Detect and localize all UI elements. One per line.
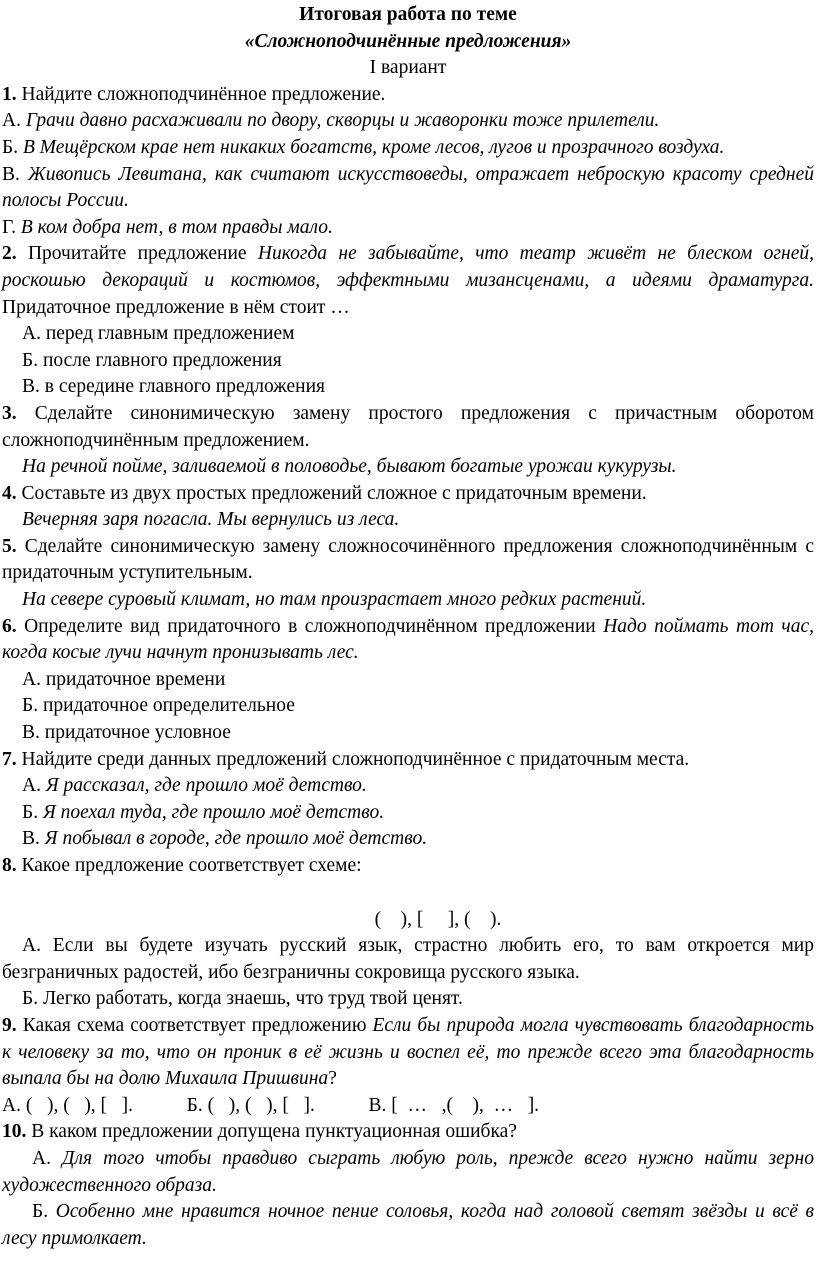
question-6 — [2, 614, 814, 667]
q2-option-b: Б. после главного предложения — [22, 349, 282, 371]
question-text: Составьте из двух простых предложений сложное с придаточным времени. — [16, 482, 647, 504]
question-text: Какая схема соответствует предложению — [16, 1014, 373, 1036]
option-label: Б. — [2, 136, 23, 158]
option-label: А. — [2, 110, 26, 132]
variant-label: I вариант — [369, 57, 447, 79]
question-end: ? — [328, 1068, 337, 1090]
q1-option-d — [2, 215, 814, 242]
question-4 — [2, 481, 814, 508]
option-text: В Мещёрском крае нет никаких богатств, кроме лесов, лугов и прозрачного воздуха. — [22, 136, 725, 158]
q8-schema — [62, 907, 814, 934]
option-label: Г. — [2, 216, 21, 238]
q8-option-b: Б. Легко работать, когда знаешь, что труд твой ценят. — [22, 988, 463, 1010]
question-number: 1. — [2, 83, 17, 105]
question-text: Прочитайте предложение — [16, 243, 258, 265]
question-number: 6. — [2, 615, 17, 637]
question-number: 7. — [2, 748, 17, 770]
option-text: Я поехал туда, где прошло моё детство. — [42, 801, 385, 823]
question-8 — [2, 853, 814, 880]
worksheet-page — [2, 2, 814, 1252]
option-text: Особенно мне нравится ночное пение соловья, когда над головой светят звёзды и всё в лесу примолкает. — [2, 1201, 814, 1249]
option-label: Б. — [32, 1201, 56, 1223]
q8-option-a: А. Если вы будете изучать русский язык, страстно любить его, то вам откроется мир безграничных радостей, ибо безграничны сокровища русского языка. — [2, 935, 814, 983]
option-text: Грачи давно расхаживали по двору, скворцы и жаворонки тоже прилетели. — [25, 110, 660, 132]
q2-option-c: В. в середине главного предложения — [22, 376, 325, 398]
q7-option-c — [2, 826, 814, 853]
question-number: 4. — [2, 482, 17, 504]
option-text: Я побывал в городе, где прошло моё детство. — [44, 828, 428, 850]
q7-option-a — [2, 773, 814, 800]
q10-option-b — [2, 1199, 814, 1252]
question-sentence: Надо поймать тот час, когда косые лучи начнут пронизывать лес. — [2, 615, 814, 664]
question-text: Сделайте синонимическую замену простого предложения с причастным оборотом сложноподчинённым предложением. — [2, 402, 814, 451]
question-number: 2. — [2, 243, 17, 265]
q10-option-a — [2, 1146, 814, 1199]
question-text: Какое предложение соответствует схеме: — [16, 855, 362, 876]
schema-text: ( ), [ ], ( ). — [374, 908, 502, 930]
option-label: А. — [22, 775, 46, 797]
q1-option-a — [2, 108, 814, 135]
question-2 — [2, 241, 814, 321]
question-number: 8. — [2, 855, 17, 876]
q6-option-c: В. придаточное условное — [22, 722, 231, 744]
q9-options — [2, 1093, 814, 1120]
question-number: 3. — [2, 402, 17, 424]
question-text: Определите вид придаточного в сложноподчинённом предложении — [16, 615, 604, 637]
q4-sentence: Вечерняя заря погасла. Мы вернулись из леса. — [22, 509, 400, 531]
q3-sentence: На речной пойме, заливаемой в половодье, бывают богатые урожаи кукурузы. — [22, 456, 677, 478]
question-1 — [2, 82, 814, 109]
question-sentence: Если бы природа могла чувствовать благодарность к человеку за то, что он проник в её жизнь и воспел её, то прежде всего эта благодарность выпала бы на долю Михаила Пришвина — [2, 1014, 815, 1090]
q5-sentence: На севере суровый климат, но там произрастает много редких растений. — [22, 589, 647, 611]
schema-options: А. ( ), ( ), [ ]. Б. ( ), ( ), [ ]. В. [ … ,( ), … ]. — [2, 1094, 540, 1116]
q6-option-b: Б. придаточное определительное — [22, 695, 295, 717]
q1-option-b — [2, 135, 814, 162]
q2-option-a: А. перед главным предложением — [22, 323, 295, 345]
option-text: Я рассказал, где прошло моё детство. — [45, 775, 367, 797]
question-5 — [2, 534, 814, 587]
option-label: Б. — [22, 801, 43, 823]
q7-option-b — [2, 800, 814, 827]
question-3 — [2, 401, 814, 454]
question-sentence: Никогда не забывайте, что театр живёт не блеском огней, роскошью декораций и костюмов, эффектными мизансценами, а идеями драматурга. — [2, 243, 814, 291]
question-text: Найдите сложноподчинённое предложение. — [16, 83, 386, 105]
option-text: Для того чтобы правдиво сыграть любую роль, прежде всего нужно найти зерно художественного образа. — [2, 1147, 814, 1196]
question-text: Сделайте синонимическую замену сложносочинённого предложения сложноподчинённым с придаточным уступительным. — [2, 535, 814, 584]
question-text: В каком предложении допущена пунктуационная ошибка? — [26, 1121, 517, 1143]
question-7 — [2, 747, 814, 774]
question-text: Придаточное предложение в нём стоит … — [2, 296, 350, 318]
question-9 — [2, 1013, 814, 1093]
option-text: В ком добра нет, в том правды мало. — [20, 216, 333, 238]
question-number: 10. — [2, 1121, 27, 1143]
option-label: В. — [22, 828, 45, 850]
q6-option-a: А. придаточное времени — [22, 668, 226, 690]
option-label: В. — [2, 163, 28, 185]
option-label: А. — [32, 1147, 63, 1169]
page-subtitle: «Сложноподчинённые предложения» — [244, 30, 572, 52]
question-number: 5. — [2, 535, 17, 557]
q1-option-c — [2, 162, 814, 215]
page-title: Итоговая работа по теме — [299, 4, 517, 25]
question-text: Найдите среди данных предложений сложноподчинённое с придаточным места. — [16, 748, 690, 770]
question-10 — [2, 1119, 814, 1146]
option-text: Живопись Левитана, как считают искусствоведы, отражает неброскую красоту средней полосы России. — [2, 163, 814, 212]
question-number: 9. — [2, 1014, 17, 1036]
